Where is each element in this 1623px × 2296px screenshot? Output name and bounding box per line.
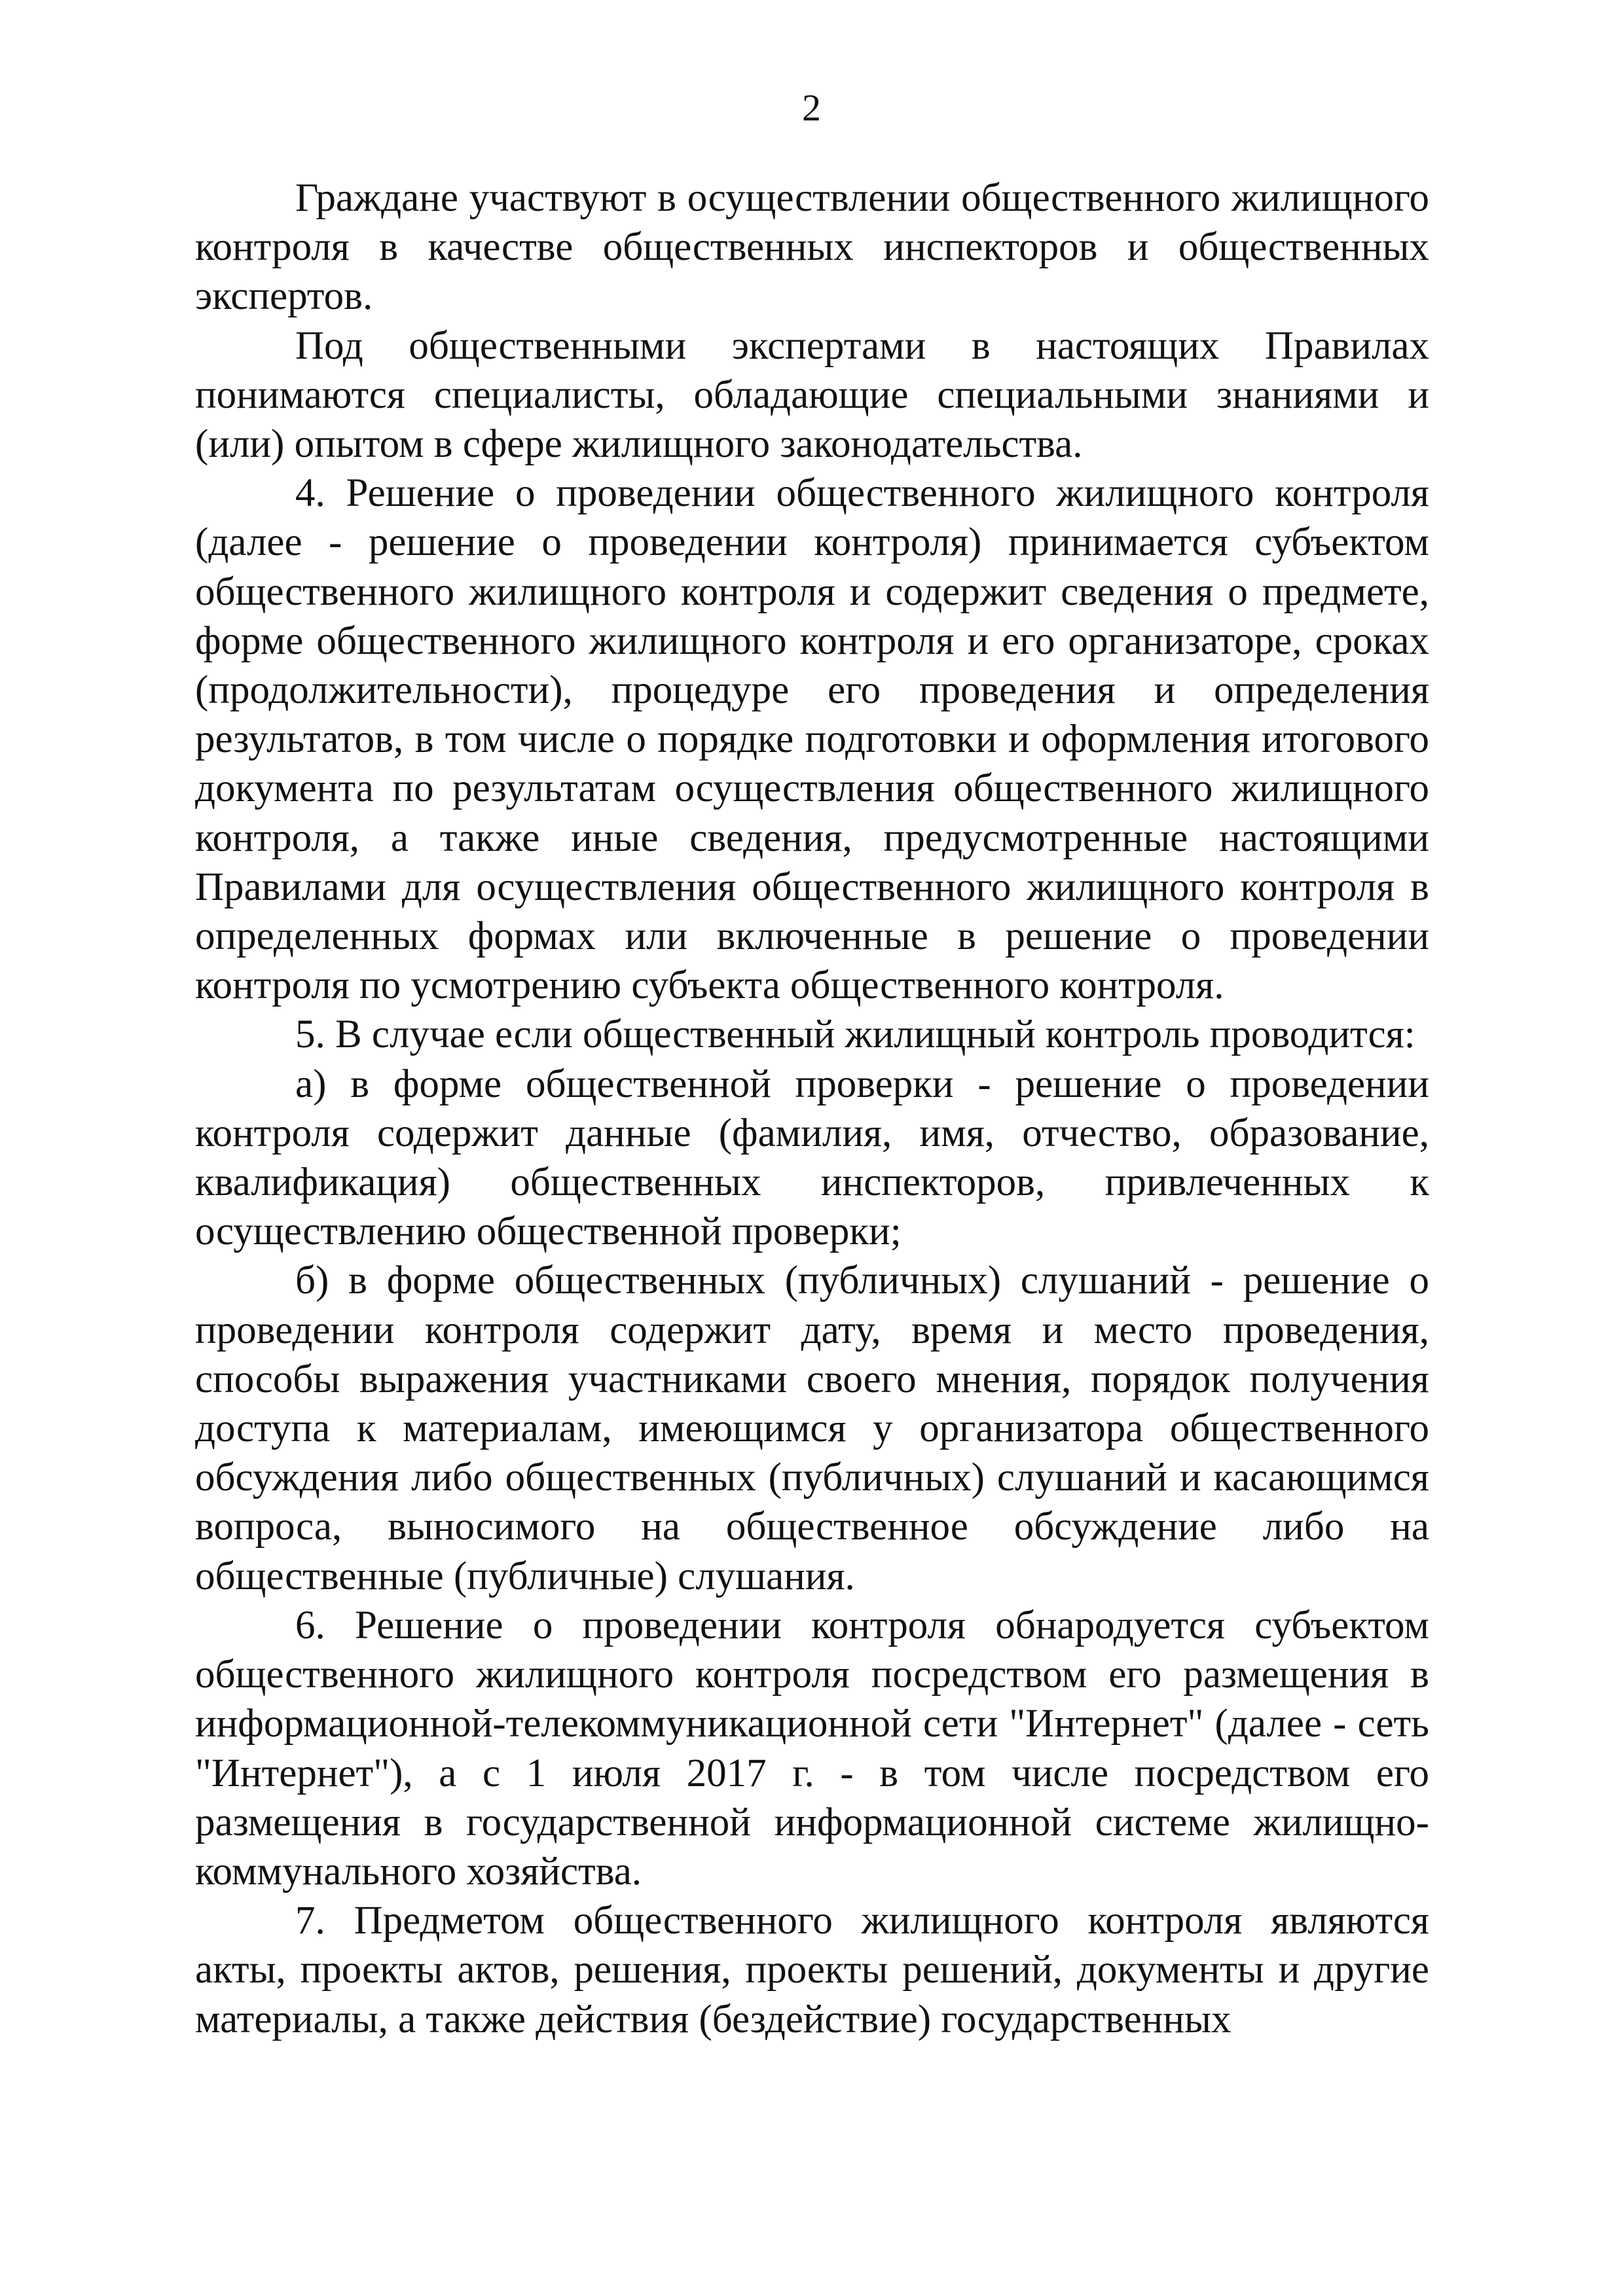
paragraph-clause-6: 6. Решение о проведении контроля обнародуется субъектом общественного жилищного контроля посредством его размещения в информационной-телекоммуникационной сети "Интернет" (далее - сеть "Интернет"), а с 1 июля 2017 г. - в том числе посредством его размещения в государственной информационной системе жилищно-коммунального хозяйства.: [195, 1603, 1429, 1893]
paragraph-experts-definition: Под общественными экспертами в настоящих Правилах понимаются специалисты, обладающие специальными знаниями и (или) опытом в сфере жилищного законодательства.: [195, 323, 1429, 467]
paragraph-clause-7: 7. Предметом общественного жилищного контроля являются акты, проекты актов, решения, проекты решений, документы и другие материалы, а также действия (бездействие) государственных: [195, 1899, 1429, 2041]
paragraph-clause-5a: а) в форме общественной проверки - решение о проведении контроля содержит данные (фамилия, имя, отчество, образование, квалификация) общественных инспекторов, привлеченных к осуществлению общественной проверки;: [195, 1062, 1429, 1254]
paragraph-clause-5b: б) в форме общественных (публичных) слушаний - решение о проведении контроля содержит дату, время и место проведения, способы выражения участниками своего мнения, порядок получения доступа к материалам, имеющимся у организатора общественного обсуждения либо общественных (публичных) слушаний и касающимся вопроса, выносимого на общественное обсуждение либо на общественные (публичные) слушания.: [195, 1259, 1429, 1598]
paragraph-participants: Граждане участвуют в осуществлении общественного жилищного контроля в качестве общественных инспекторов и общественных экспертов.: [195, 176, 1429, 319]
paragraph-clause-5: 5. В случае если общественный жилищный контроль проводится:: [295, 1013, 1415, 1057]
page-number: 2: [802, 86, 821, 129]
paragraph-clause-4: 4. Решение о проведении общественного жилищного контроля (далее - решение о проведении контроля) принимается субъектом общественного жилищного контроля и содержит сведения о предмете, форме общественного жилищного контроля и его организаторе, сроках (продолжительности), процедуре его проведения и определения результатов, в том числе о порядке подготовки и оформления итогового документа по результатам осуществления общественного жилищного контроля, а также иные сведения, предусмотренные настоящими Правилами для осуществления общественного жилищного контроля в определенных формах или включенные в решение о проведении контроля по усмотрению субъекта общественного контроля.: [195, 471, 1429, 1008]
document-body: [195, 173, 1429, 2044]
